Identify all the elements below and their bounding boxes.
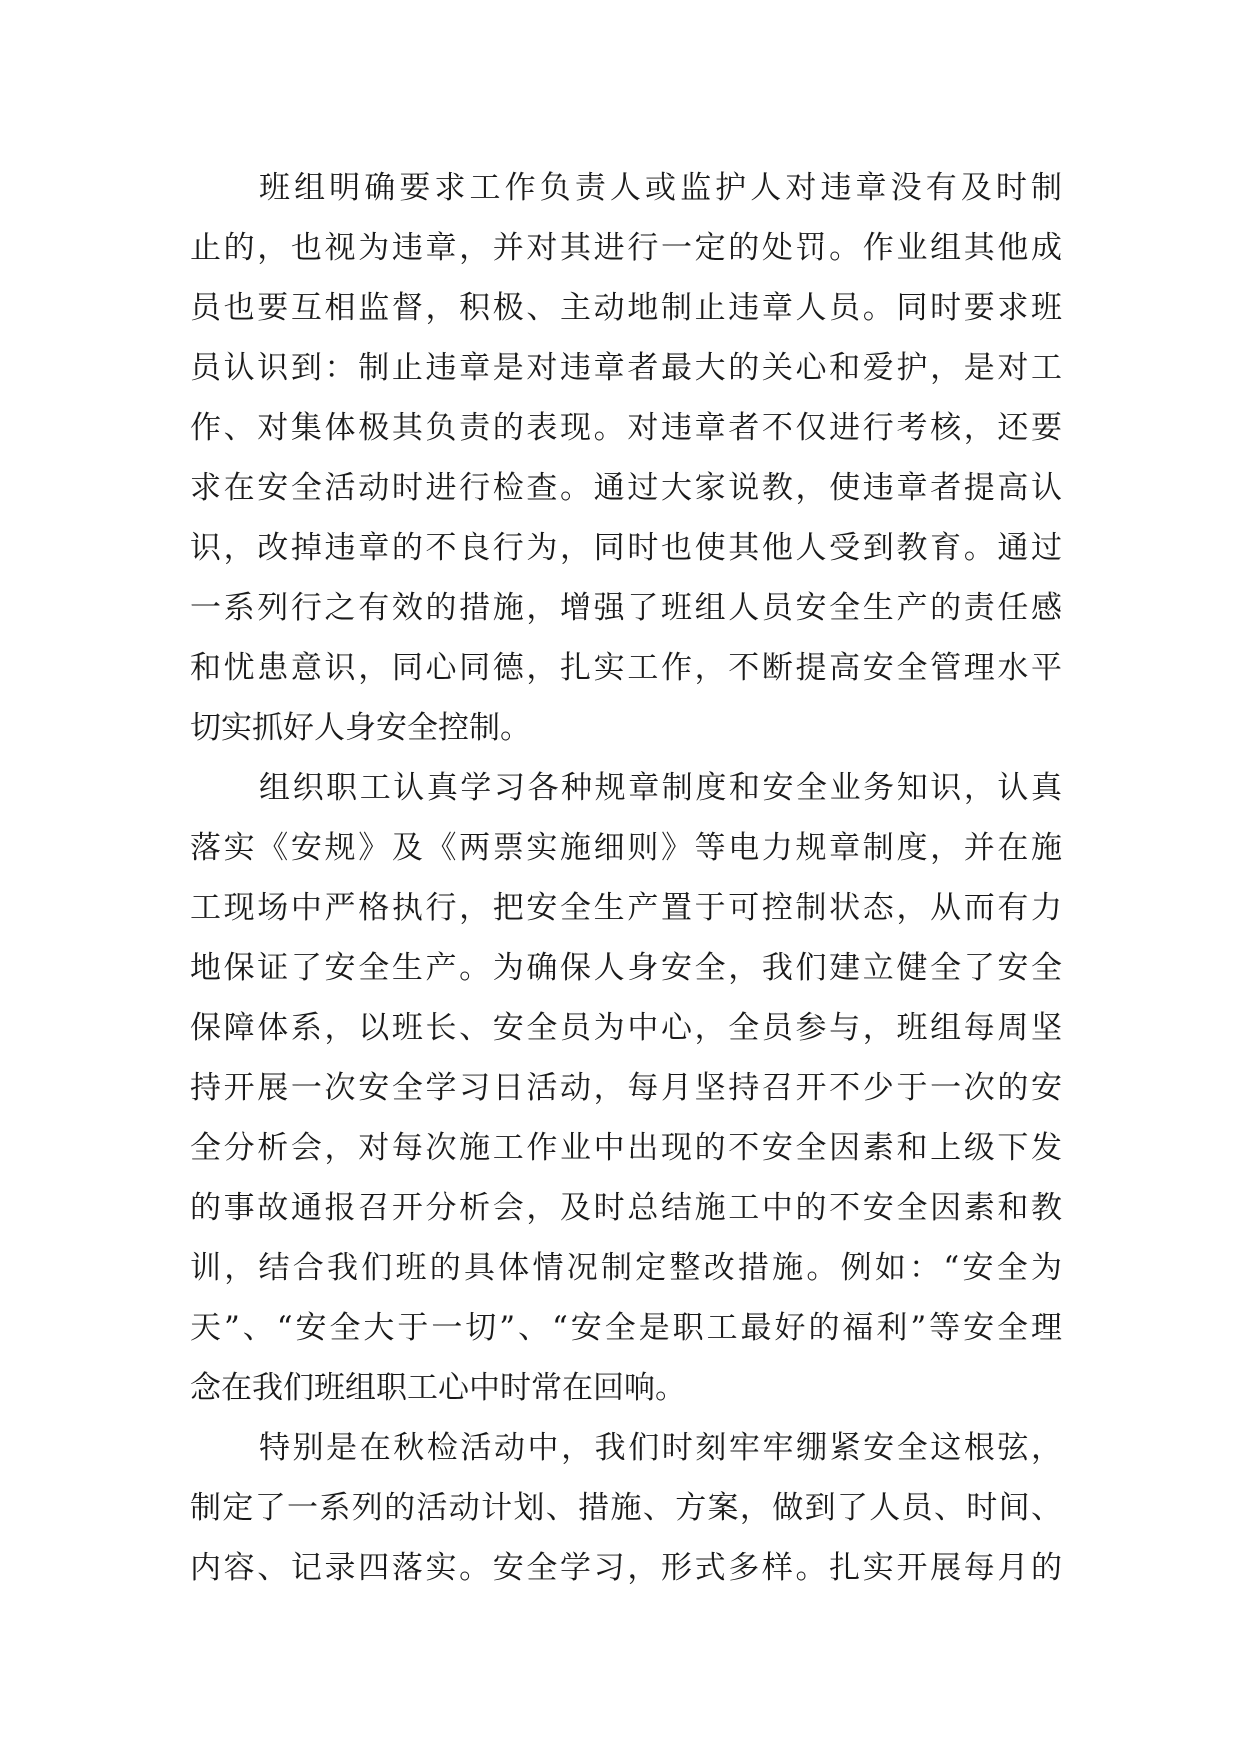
text-line: 一系列行之有效的措施，增强了班组人员安全生产的责任感 — [190, 590, 1062, 626]
text-line: 的事故通报召开分析会，及时总结施工中的不安全因素和教 — [190, 1190, 1062, 1226]
text-line: 特别是在秋检活动中，我们时刻牢牢绷紧安全这根弦， — [259, 1430, 1062, 1466]
paragraph-3 — [190, 1418, 1062, 1598]
text-line: 持开展一次安全学习日活动，每月坚持召开不少于一次的安 — [190, 1070, 1062, 1106]
document-body — [190, 158, 1062, 1598]
text-line: 作、对集体极其负责的表现。对违章者不仅进行考核，还要 — [190, 410, 1062, 446]
paragraph-1 — [190, 158, 1062, 758]
text-line: 和忧患意识，同心同德，扎实工作，不断提高安全管理水平 — [190, 650, 1062, 686]
text-line: 天”、“安全大于一切”、“安全是职工最好的福利”等安全理 — [190, 1310, 1062, 1346]
text-line: 工现场中严格执行，把安全生产置于可控制状态，从而有力 — [190, 890, 1062, 926]
text-line: 地保证了安全生产。为确保人身安全，我们建立健全了安全 — [190, 950, 1062, 986]
text-line: 制定了一系列的活动计划、措施、方案，做到了人员、时间、 — [190, 1490, 1062, 1526]
text-line: 念在我们班组职工心中时常在回响。 — [190, 1370, 686, 1406]
text-line: 保障体系，以班长、安全员为中心，全员参与，班组每周坚 — [190, 1010, 1062, 1046]
paragraph-2 — [190, 758, 1062, 1418]
text-line: 训，结合我们班的具体情况制定整改措施。例如：“安全为 — [190, 1250, 1062, 1286]
text-line: 求在安全活动时进行检查。通过大家说教，使违章者提高认 — [190, 470, 1062, 506]
text-line: 切实抓好人身安全控制。 — [190, 710, 531, 746]
text-line: 识，改掉违章的不良行为，同时也使其他人受到教育。通过 — [190, 530, 1062, 566]
text-line: 员也要互相监督，积极、主动地制止违章人员。同时要求班 — [190, 290, 1062, 326]
text-line: 全分析会，对每次施工作业中出现的不安全因素和上级下发 — [190, 1130, 1062, 1166]
text-line: 落实《安规》及《两票实施细则》等电力规章制度，并在施 — [190, 830, 1062, 866]
text-line: 员认识到：制止违章是对违章者最大的关心和爱护，是对工 — [190, 350, 1062, 386]
text-line: 班组明确要求工作负责人或监护人对违章没有及时制 — [259, 170, 1062, 206]
text-line: 组织职工认真学习各种规章制度和安全业务知识，认真 — [259, 770, 1062, 806]
text-line: 内容、记录四落实。安全学习，形式多样。扎实开展每月的 — [190, 1550, 1062, 1586]
text-line: 止的，也视为违章，并对其进行一定的处罚。作业组其他成 — [190, 230, 1062, 266]
